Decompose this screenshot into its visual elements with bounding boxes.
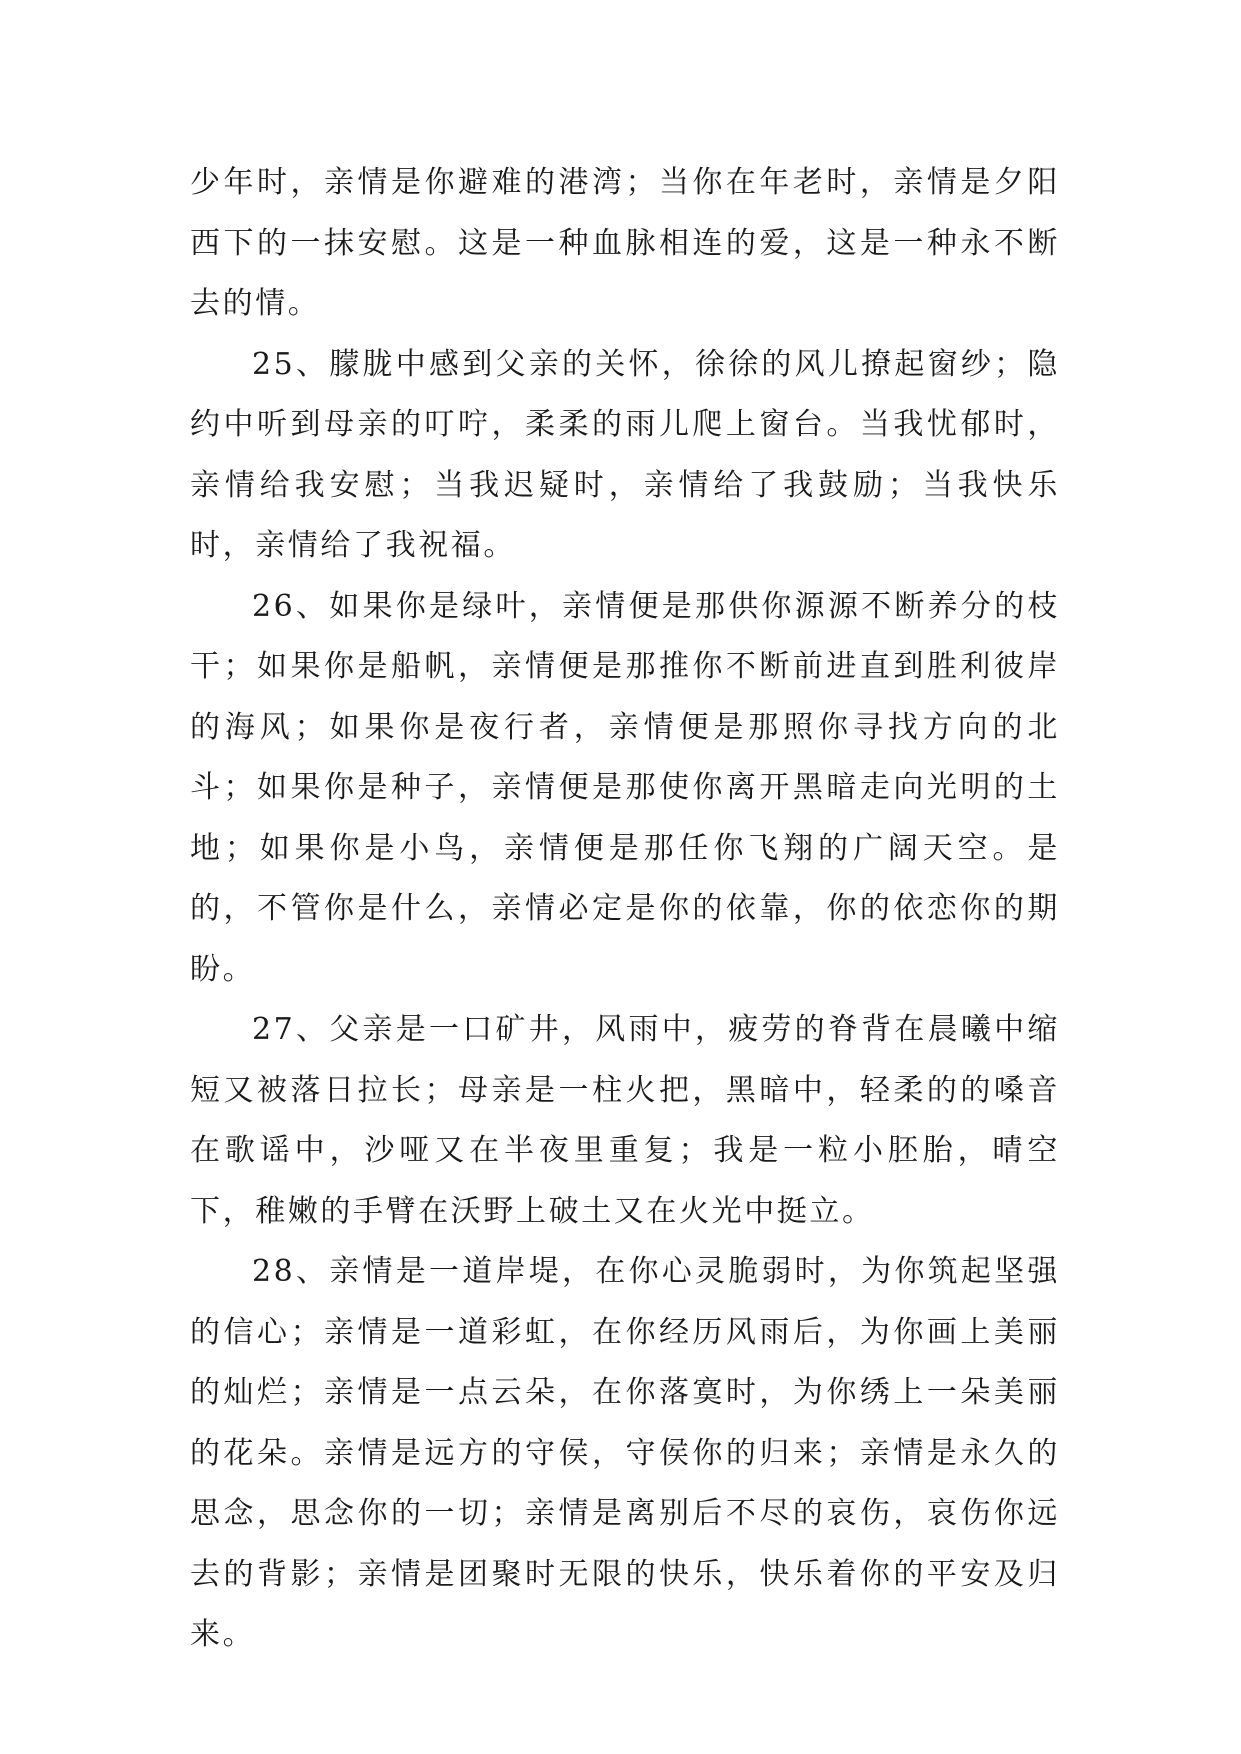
paragraph-continuation: 少年时，亲情是你避难的港湾；当你在年老时，亲情是夕阳西下的一抹安慰。这是一种血脉相连的爱，这是一种永不断去的情。 [190, 165, 1060, 321]
document-page [190, 153, 1060, 1666]
paragraph-25: 25、朦胧中感到父亲的关怀，徐徐的风儿撩起窗纱；隐约中听到母亲的叮咛，柔柔的雨儿爬上窗台。当我忧郁时，亲情给我安慰；当我迟疑时，亲情给了我鼓励；当我快乐时，亲情给了我祝福。 [190, 346, 1060, 563]
paragraph-26: 26、如果你是绿叶，亲情便是那供你源源不断养分的枝干；如果你是船帆，亲情便是那推你不断前进直到胜利彼岸的海风；如果你是夜行者，亲情便是那照你寻找方向的北斗；如果你是种子，亲情便是那使你离开黑暗走向光明的土地；如果你是小鸟，亲情便是那任你飞翔的广阔天空。是的，不管你是什么，亲情必定是你的依靠，你的依恋你的期盼。 [190, 588, 1060, 987]
paragraph-28: 28、亲情是一道岸堤，在你心灵脆弱时，为你筑起坚强的信心；亲情是一道彩虹，在你经历风雨后，为你画上美丽的灿烂；亲情是一点云朵，在你落寞时，为你绣上一朵美丽的花朵。亲情是远方的守侯，守侯你的归来；亲情是永久的思念，思念你的一切；亲情是离别后不尽的哀伤，哀伤你远去的背影；亲情是团聚时无限的快乐，快乐着你的平安及归来。 [190, 1254, 1060, 1652]
paragraph-27: 27、父亲是一口矿井，风雨中，疲劳的脊背在晨曦中缩短又被落日拉长；母亲是一柱火把，黑暗中，轻柔的的嗓音在歌谣中，沙哑又在半夜里重复；我是一粒小胚胎，晴空下，稚嫩的手臂在沃野上破土又在火光中挺立。 [190, 1012, 1060, 1229]
